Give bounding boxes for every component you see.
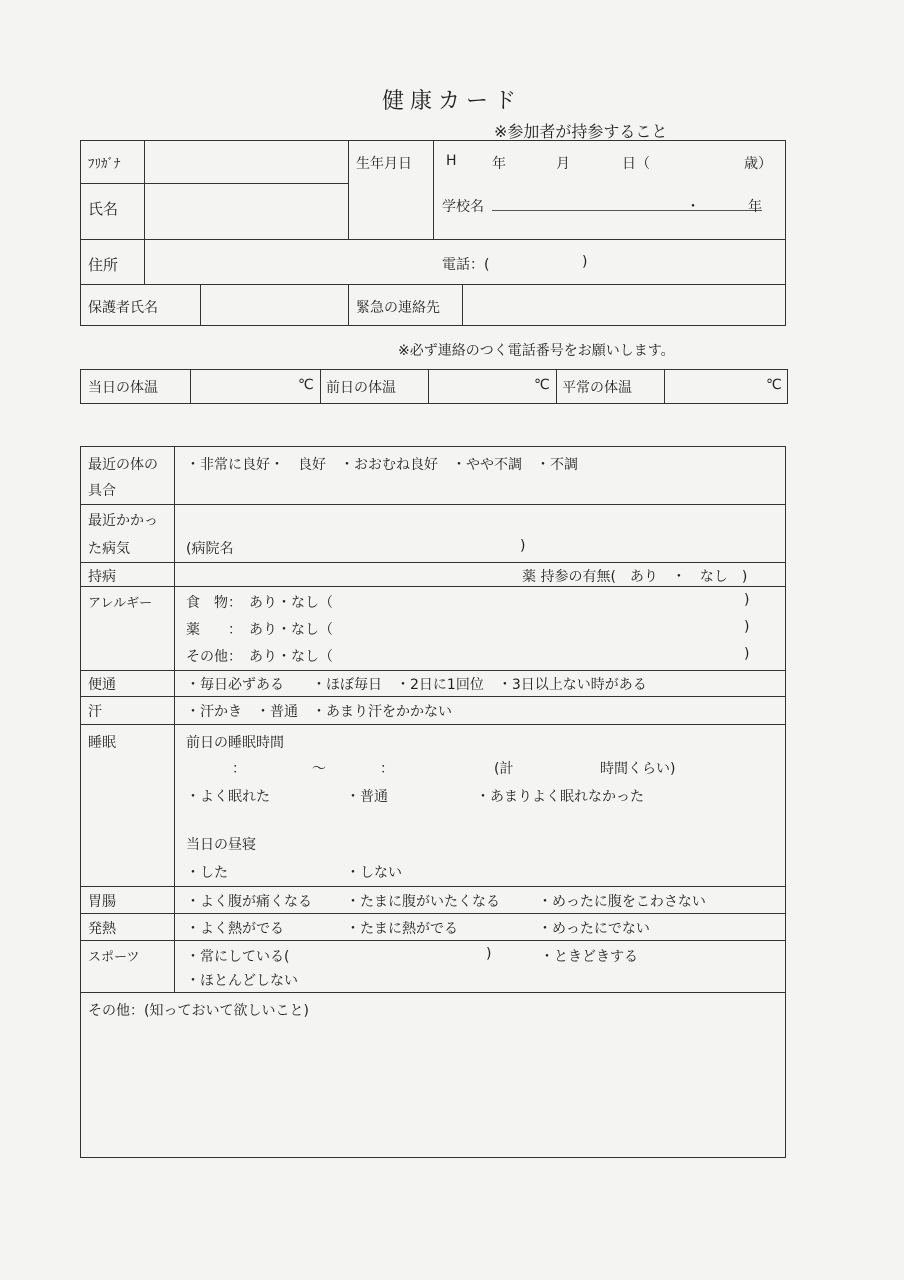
today-temp-unit: ℃ — [298, 377, 314, 393]
stomach-label: 胃腸 — [88, 894, 116, 910]
condition-label-line1: 最近の体の — [88, 457, 158, 473]
school-label: 学校名 — [442, 199, 484, 215]
prev-temp-label: 前日の体温 — [326, 380, 396, 396]
sleep-label: 睡眠 — [88, 735, 116, 751]
bring-note: ※参加者が持参すること — [494, 122, 668, 141]
phone-close: ) — [582, 254, 588, 270]
medicine-carry-options: 薬 持参の有無( あり ・ なし ) — [522, 569, 748, 585]
birth-day-unit: 日（ — [622, 156, 650, 172]
sports-label: スポーツ — [88, 950, 140, 965]
sleep-normal-option: ・普通 — [346, 789, 388, 805]
allergy-medicine: 薬 ： あり・なし（ — [186, 622, 333, 638]
school-separator: ・ — [686, 199, 700, 215]
sleep-start-colon: ： — [232, 761, 246, 777]
allergy-label: アレルギー — [88, 596, 153, 611]
normal-temp-unit: ℃ — [766, 377, 782, 393]
sleep-hours-label: 時間くらい) — [600, 761, 676, 777]
page-title: 健康カード — [381, 89, 522, 114]
sweat-options: ・汗かき ・普通 ・あまり汗をかかない — [186, 704, 452, 720]
illness-label-line1: 最近かかっ — [88, 513, 158, 529]
hospital-name-label: (病院名 — [186, 541, 234, 557]
fever-option-often: ・よく熱がでる — [186, 921, 284, 937]
fever-option-rarely: ・めったにでない — [538, 921, 650, 937]
birth-month-unit: 月 — [556, 156, 570, 172]
fever-label: 発熱 — [88, 921, 116, 937]
birthdate-label: 生年月日 — [356, 156, 412, 172]
sleep-tilde: ～ — [312, 761, 326, 777]
sleep-good-option: ・よく眠れた — [186, 789, 270, 805]
birth-year-unit: 年 — [492, 156, 506, 172]
sports-option-sometimes: ・ときどきする — [540, 949, 638, 965]
condition-label-line2: 具合 — [88, 483, 116, 499]
illness-label-line2: た病気 — [88, 541, 130, 557]
sweat-label: 汗 — [88, 704, 102, 720]
allergy-other-close: ) — [744, 646, 750, 662]
furigana-label: ﾌﾘｶﾞﾅ — [88, 157, 121, 172]
birth-age-unit: 歳） — [744, 156, 772, 172]
nap-yes-option: ・した — [186, 865, 228, 881]
condition-options: ・非常に良好・ 良好 ・おおむね良好 ・やや不調 ・不調 — [186, 457, 578, 473]
other-notes-label: その他：(知っておいて欲しいこと) — [88, 1003, 309, 1019]
allergy-food-close: ) — [744, 592, 750, 608]
emergency-contact-label: 緊急の連絡先 — [356, 300, 440, 316]
phone-note: ※必ず連絡のつく電話番号をお願いします。 — [398, 343, 675, 359]
prev-temp-unit: ℃ — [534, 377, 550, 393]
bowel-options: ・毎日必ずある ・ほぼ毎日 ・2日に1回位 ・3日以上ない時がある — [186, 677, 647, 693]
sleep-end-colon: ： — [380, 761, 394, 777]
bowel-label: 便通 — [88, 677, 116, 693]
birth-era: H — [446, 153, 457, 169]
name-label: 氏名 — [88, 200, 119, 218]
today-temp-label: 当日の体温 — [88, 380, 158, 396]
normal-temp-label: 平常の体温 — [562, 380, 632, 396]
nap-no-option: ・しない — [346, 865, 402, 881]
chronic-label: 持病 — [88, 569, 116, 585]
sports-option-close: ) — [486, 946, 492, 962]
nap-label: 当日の昼寝 — [186, 837, 256, 853]
guardian-name-label: 保護者氏名 — [88, 300, 158, 316]
allergy-food: 食 物： あり・なし（ — [186, 595, 333, 611]
phone-label: 電話：( — [442, 257, 490, 273]
stomach-option-often: ・よく腹が痛くなる — [186, 894, 312, 910]
stomach-option-rarely: ・めったに腹をこわさない — [538, 894, 706, 910]
sports-option-always: ・常にしている( — [186, 949, 290, 965]
sleep-total-label: (計 — [494, 761, 514, 777]
allergy-medicine-close: ) — [744, 619, 750, 635]
allergy-other: その他： あり・なし（ — [186, 649, 333, 665]
hospital-close: ) — [520, 538, 526, 554]
prev-sleep-time-label: 前日の睡眠時間 — [186, 735, 284, 751]
sleep-bad-option: ・あまりよく眠れなかった — [476, 789, 644, 805]
school-grade-unit: 年 — [748, 199, 762, 215]
address-label: 住所 — [88, 256, 119, 274]
stomach-option-sometimes: ・たまに腹がいたくなる — [346, 894, 500, 910]
fever-option-sometimes: ・たまに熱がでる — [346, 921, 458, 937]
sports-option-rarely: ・ほとんどしない — [186, 973, 298, 989]
